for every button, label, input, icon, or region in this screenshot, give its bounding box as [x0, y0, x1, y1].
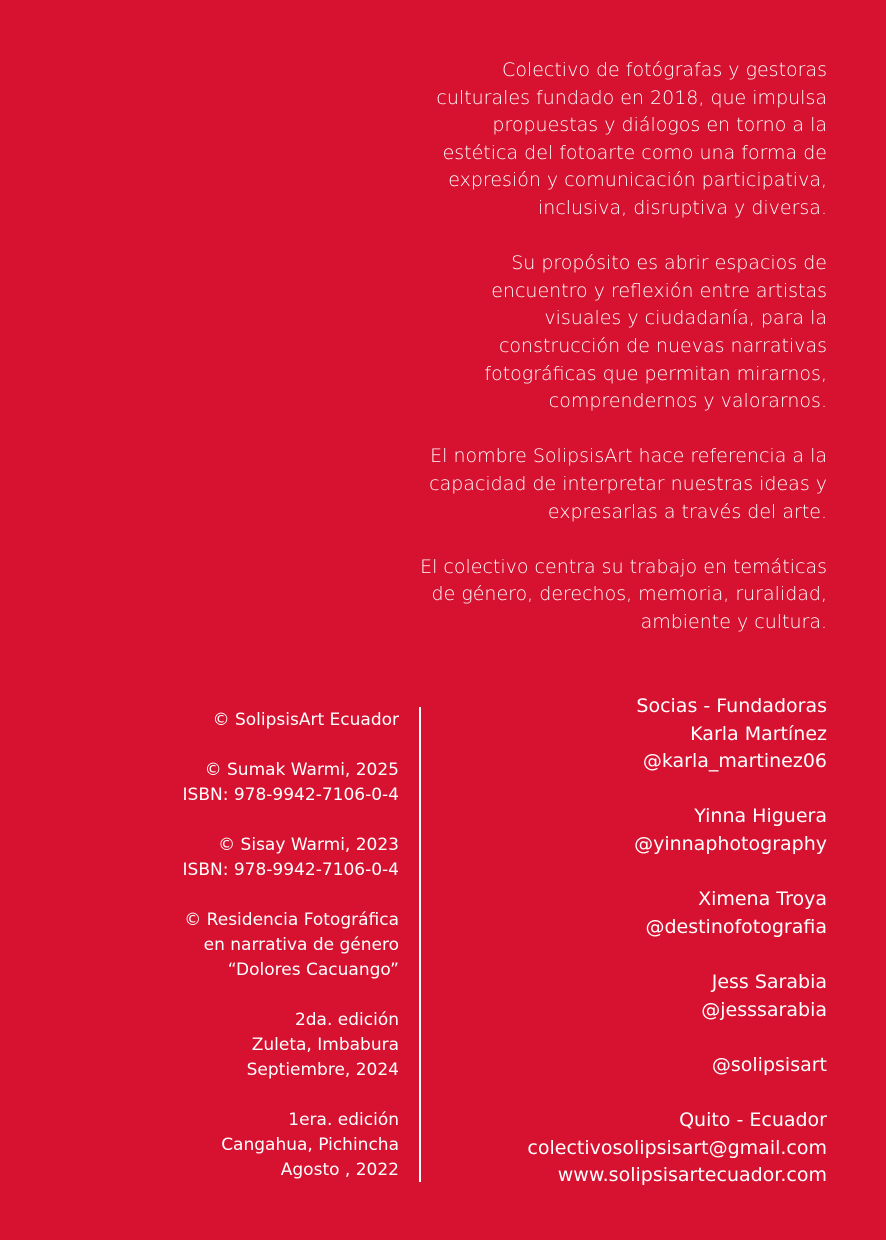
text-line: Karla Martínez: [690, 722, 827, 745]
social-handle: @yinnaphotography: [634, 832, 827, 855]
contact-block: [447, 969, 827, 1024]
text-line: Zuleta, Imbabura: [251, 1035, 399, 1055]
text-line: construcción de nuevas narrativas: [498, 334, 827, 357]
text-line: El colectivo centra su trabajo en temáticas: [420, 555, 827, 578]
text-line: ISBN: 978-9942-7106-0-4: [182, 860, 399, 880]
copyright-block: [19, 908, 399, 983]
copyright-block: [19, 708, 399, 733]
text-line: ambiente y cultura.: [640, 610, 827, 633]
contact-block: [447, 1107, 827, 1190]
intro-paragraph: [407, 250, 827, 416]
text-line: expresarlas a través del arte.: [547, 500, 827, 523]
text-line: © Sisay Warmi, 2023: [218, 835, 399, 855]
intro-paragraph: [407, 57, 827, 223]
copyright-block: [19, 833, 399, 883]
text-line: ISBN: 978-9942-7106-0-4: [182, 785, 399, 805]
text-line: inclusiva, disruptiva y diversa.: [538, 196, 827, 219]
email-address: colectivosolipsisart@gmail.com: [527, 1136, 827, 1159]
text-line: © Sumak Warmi, 2025: [204, 760, 399, 780]
text-line: © Residencia Fotográfica: [184, 910, 399, 930]
text-line: visuales y ciudadanía, para la: [544, 307, 827, 330]
text-line: encuentro y reflexión entre artistas: [491, 279, 827, 302]
website-url: www.solipsisartecuador.com: [557, 1164, 827, 1187]
intro-paragraph: [407, 443, 827, 526]
contact-block: [447, 803, 827, 858]
text-line: propuestas y diálogos en torno a la: [492, 114, 827, 137]
edition-block: [19, 1008, 399, 1083]
credits-column: [19, 708, 399, 1208]
text-line: © SolipsisArt Ecuador: [212, 710, 399, 730]
text-line: Ximena Troya: [698, 888, 827, 911]
text-line: fotográficas que permitan mirarnos,: [484, 362, 827, 385]
text-line: culturales fundado en 2018, que impulsa: [436, 86, 827, 109]
social-handle: @jesssarabia: [701, 998, 827, 1021]
social-handle: @solipsisart: [711, 1053, 827, 1076]
text-line: El nombre SolipsisArt hace referencia a la: [430, 445, 827, 468]
text-line: Jess Sarabia: [711, 970, 827, 993]
intro-text: [407, 57, 827, 664]
text-line: Colectivo de fotógrafas y gestoras: [502, 59, 827, 81]
contact-block: [447, 1052, 827, 1080]
text-line: 2da. edición: [294, 1010, 399, 1030]
social-handle: @destinofotografia: [645, 915, 827, 938]
text-line: capacidad de interpretar nuestras ideas y: [429, 472, 827, 495]
contact-block: [447, 886, 827, 941]
text-line: estética del fotoarte como una forma de: [442, 141, 827, 164]
text-line: Septiembre, 2024: [246, 1060, 399, 1080]
text-line: Su propósito es abrir espacios de: [511, 252, 827, 275]
text-line: de género, derechos, memoria, ruralidad,: [431, 583, 827, 606]
text-line: 1era. edición: [288, 1110, 399, 1130]
contact-block: [447, 693, 827, 776]
text-line: Agosto , 2022: [280, 1160, 399, 1180]
text-line: “Dolores Cacuango”: [227, 960, 399, 980]
text-line: Cangahua, Pichincha: [221, 1135, 399, 1155]
intro-paragraph: [407, 554, 827, 637]
contacts-column: [447, 693, 827, 1217]
text-line: Yinna Higuera: [694, 805, 827, 828]
text-line: Socias - Fundadoras: [636, 695, 827, 717]
social-handle: @karla_martinez06: [642, 750, 827, 773]
copyright-block: [19, 758, 399, 808]
text-line: expresión y comunicación participativa,: [448, 169, 827, 192]
text-line: comprendernos y valorarnos.: [548, 390, 827, 413]
text-line: Quito - Ecuador: [679, 1108, 827, 1131]
text-line: en narrativa de género: [203, 935, 399, 955]
column-divider: [419, 707, 421, 1182]
edition-block: [19, 1108, 399, 1183]
